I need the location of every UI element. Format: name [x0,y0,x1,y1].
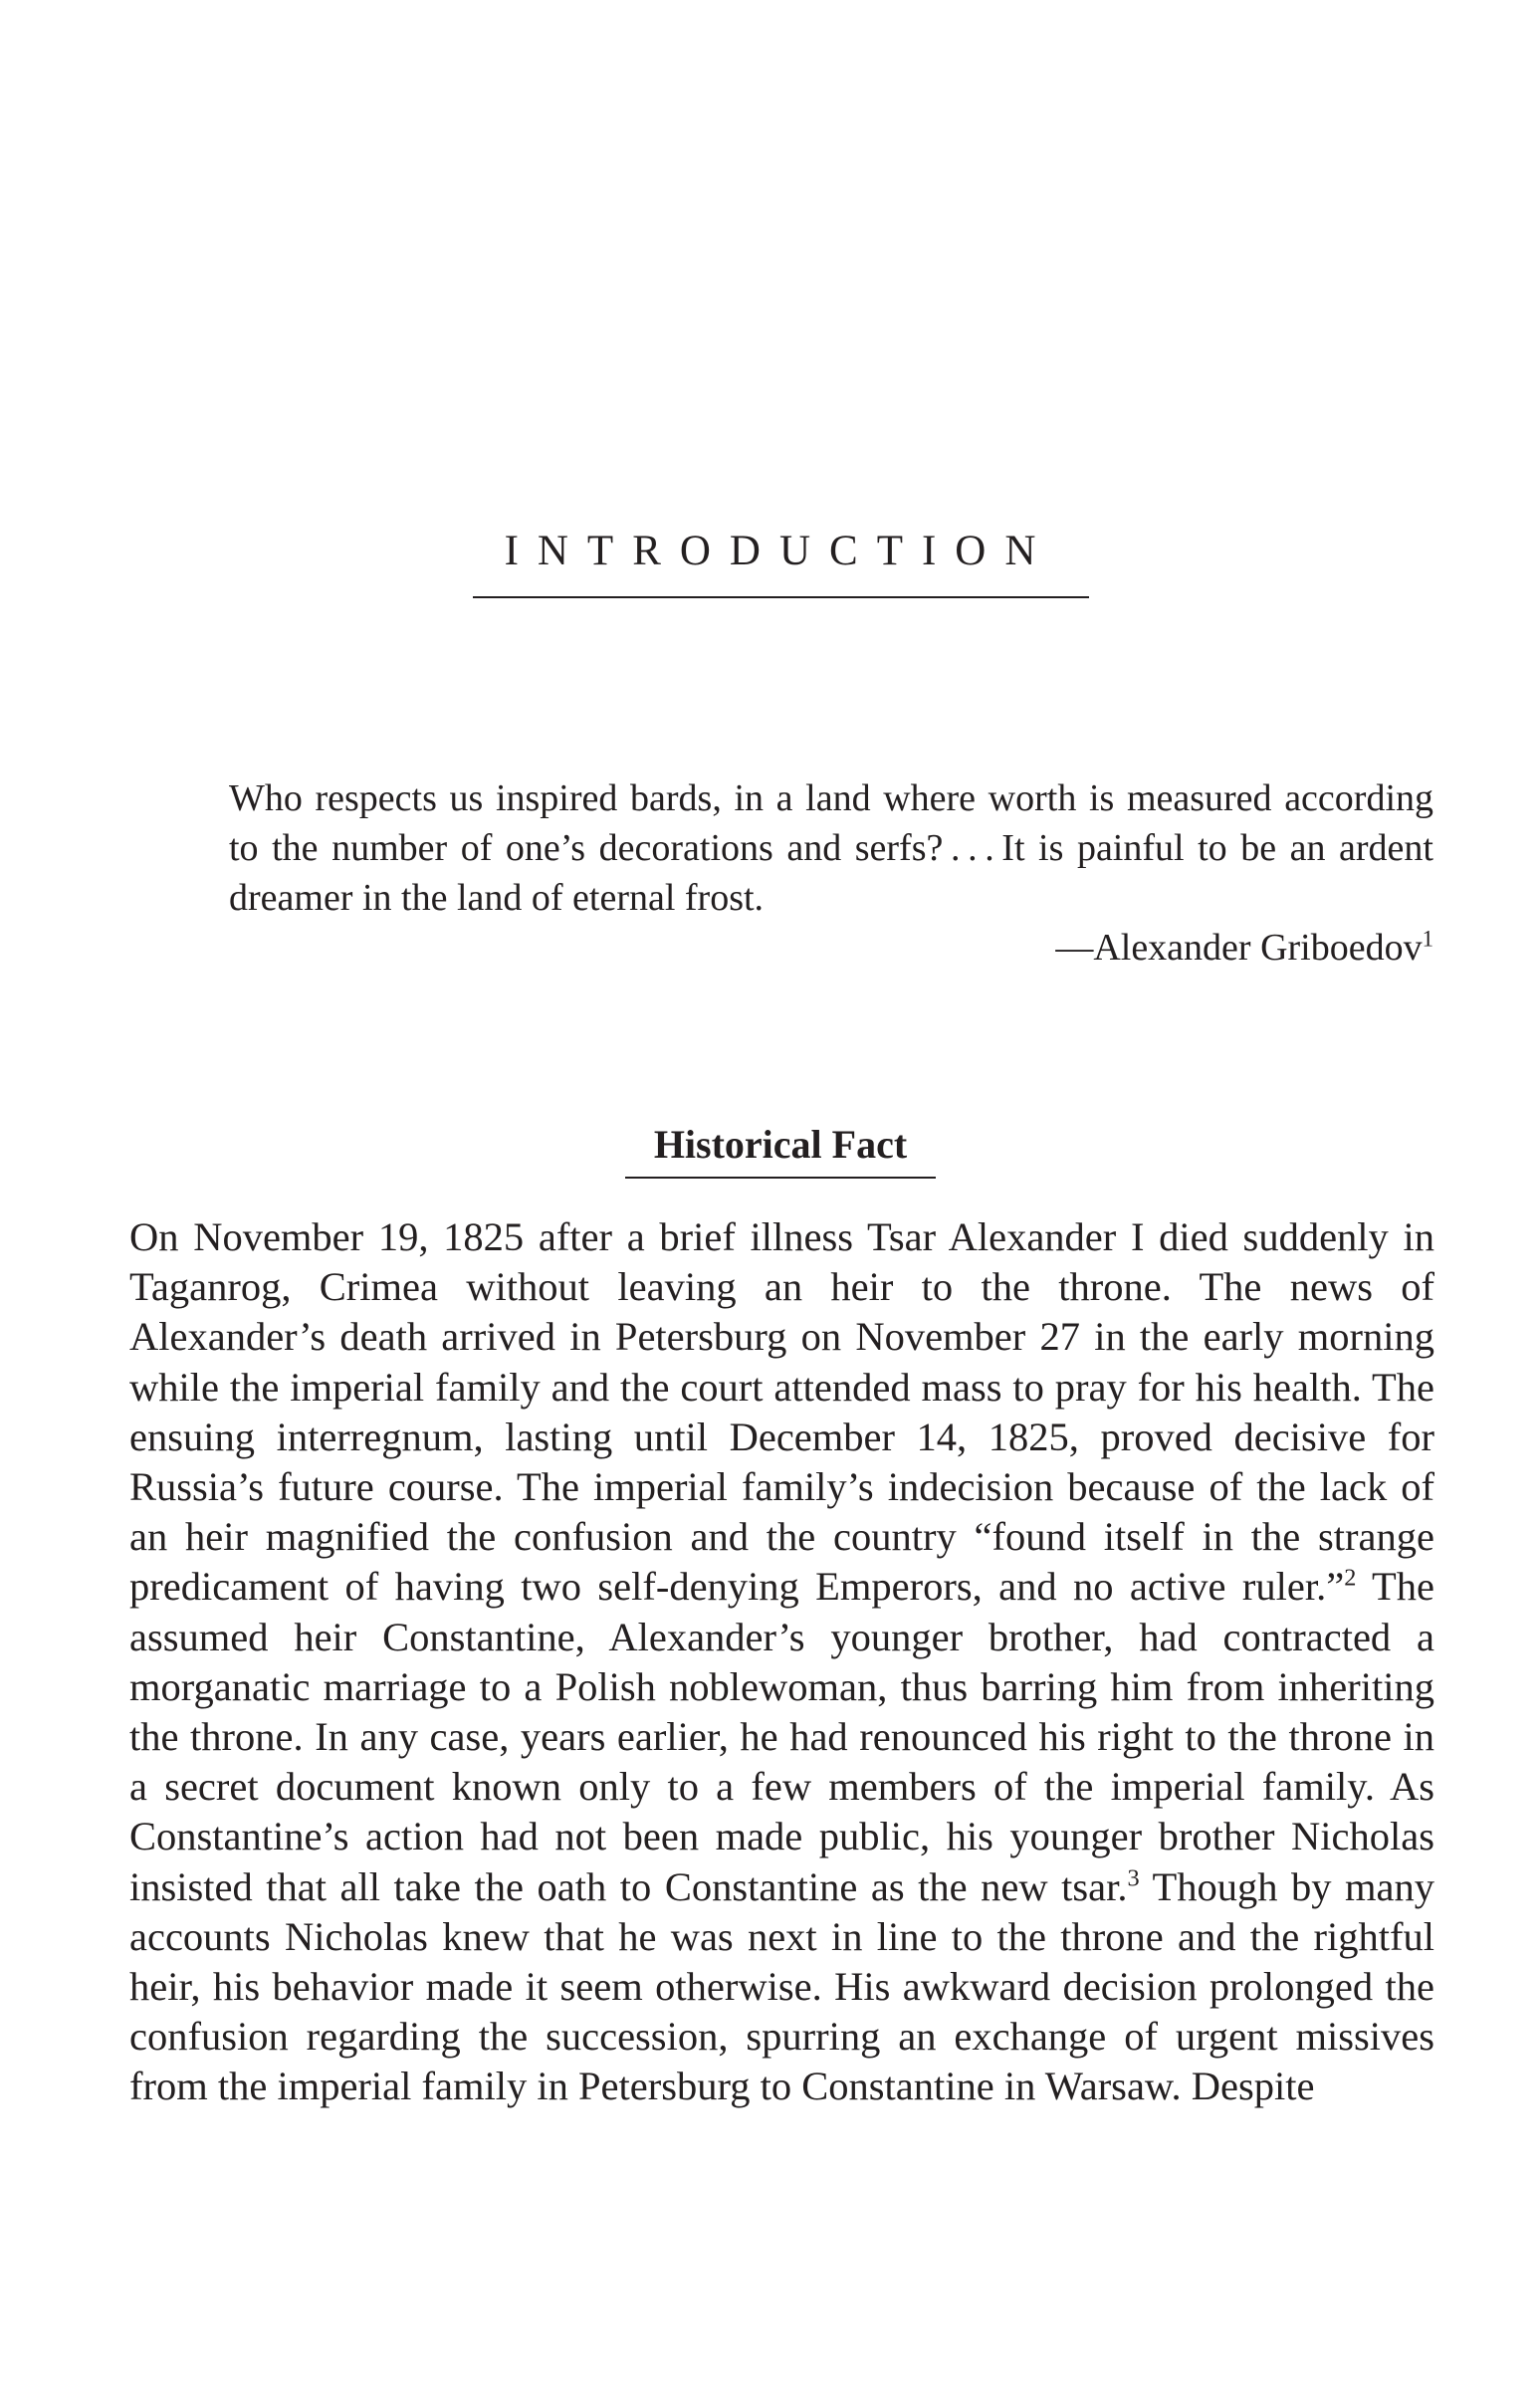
epigraph-text: Who respects us inspired bards, in a land where worth is measured according to the number of one’s decorations and serfs? . . . It is painful to be an ardent dreamer in the land of eternal frost. [229,777,1433,919]
body-text-segment: Though by many accounts Nicholas knew that he was next in line to the throne and the rightful heir, his behavior made it seem otherwise. His awkward decision prolonged the confusion regarding the succession, spurring an exchange of urgent missives from the imperial family in Petersburg to Constantine in Warsaw. Despite [129,1863,1434,2109]
chapter-title: INTRODUCTION [504,528,1055,574]
footnote-ref-2[interactable]: 2 [1344,1564,1357,1592]
section-heading-rule [625,1177,936,1179]
body-text-segment: The assumed heir Constantine, Alexander’s younger brother, had contracted a morganatic marriage to a Polish noblewoman, thus barring him from inheriting the throne. In any case, years earlier, he had renounced his right to the throne in a secret document known only to a few members of the imperial family. As Constantine’s action had not been made public, his younger brother Nicholas insisted that all take the oath to Constantine as the new tsar. [129,1564,1434,1909]
epigraph [229,773,1433,973]
epigraph-attribution [229,923,1433,973]
section-heading: Historical Fact [653,1122,908,1167]
body-paragraph [129,1212,1434,2112]
epigraph-author: —Alexander Griboedov [1055,927,1423,969]
footnote-ref-3[interactable]: 3 [1127,1864,1140,1892]
footnote-ref-1[interactable]: 1 [1422,926,1433,952]
body-text-segment: On November 19, 1825 after a brief illness Tsar Alexander I died suddenly in Taganrog, Crimea without leaving an heir to the throne. The news of Alexander’s death arrived in Petersburg on November 27 in the early morning while the imperial family and the court attended mass to pray for his health. The ensuing interregnum, lasting until December 14, 1825, proved decisive for Russia’s future course. The imperial family’s indecision because of the lack of an heir magnified the confusion and the country “found itself in the strange predicament of having two self-denying Emperors, and no active ruler.” [129,1214,1434,1610]
chapter-title-rule [473,596,1089,598]
